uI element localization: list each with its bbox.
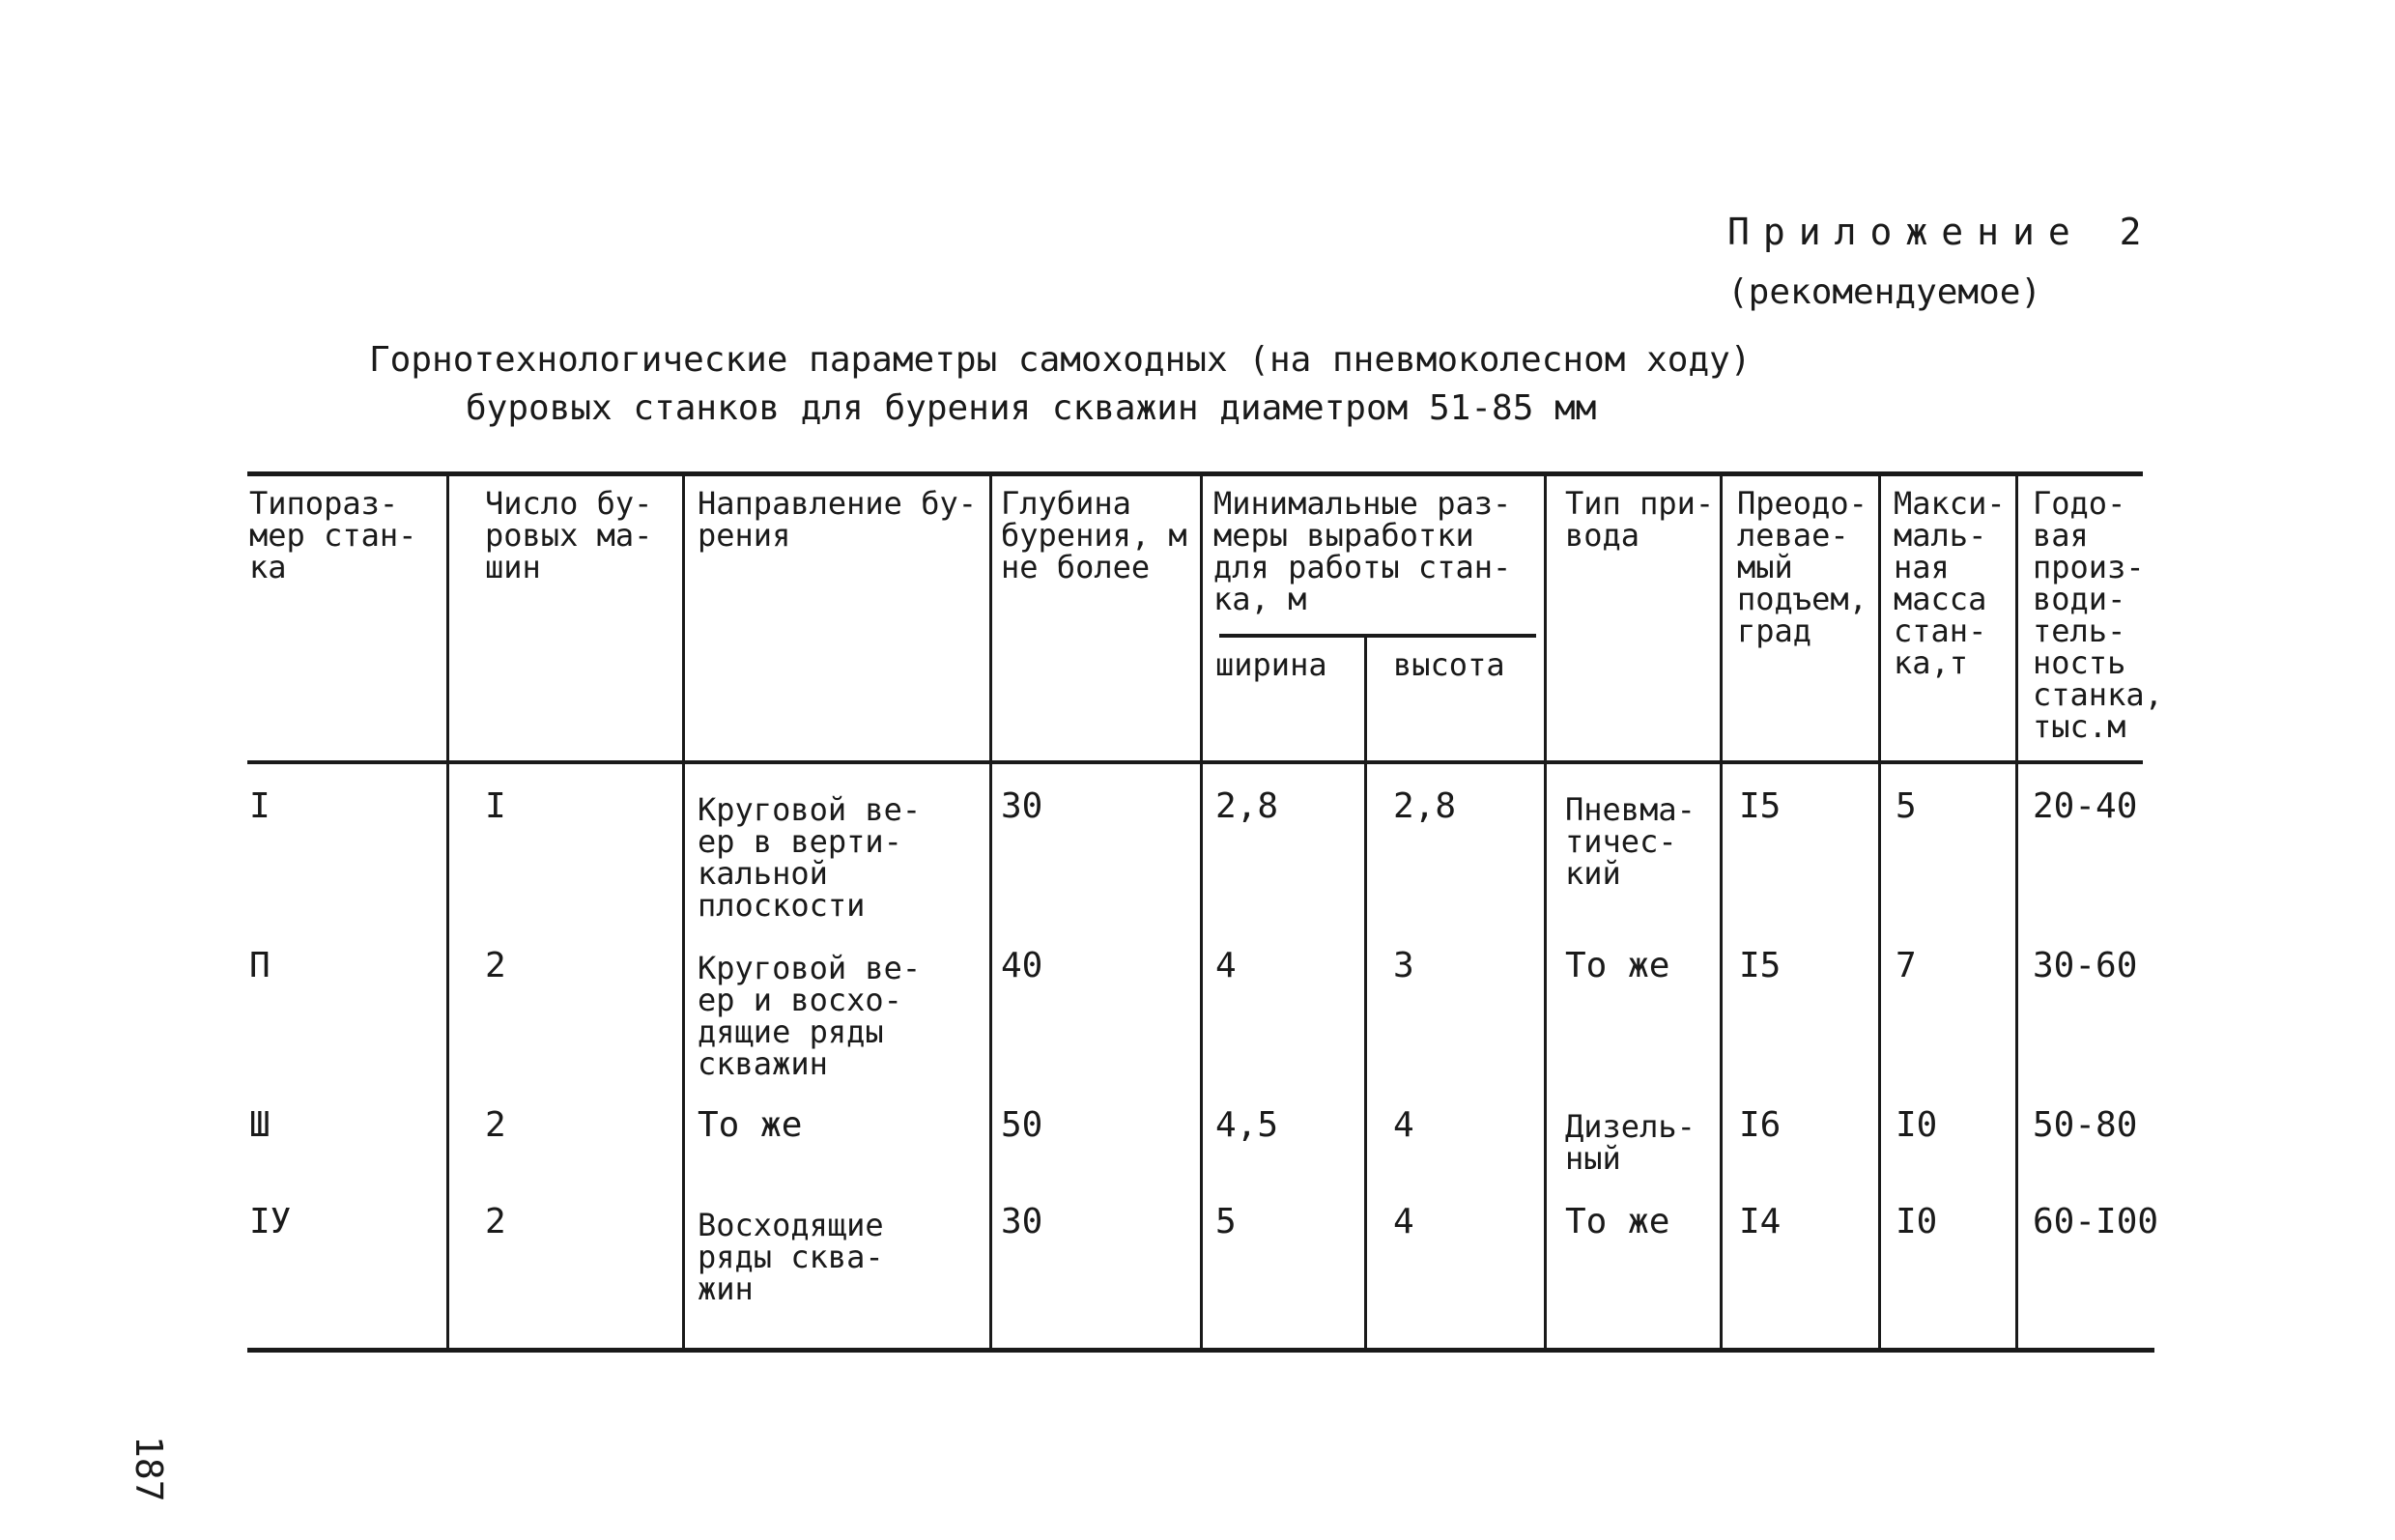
cell-slope: I4 <box>1739 1202 1782 1241</box>
cell-machines: 2 <box>485 1202 506 1241</box>
cell-machines: I <box>485 786 506 826</box>
cell-width: 5 <box>1215 1202 1237 1241</box>
header-direction: Направление бу- рения <box>698 485 977 554</box>
cell-mass: 7 <box>1896 946 1917 985</box>
cell-size: П <box>249 946 271 985</box>
col-divider-1 <box>446 476 449 1348</box>
cell-productivity: 30-60 <box>2033 946 2138 985</box>
cell-drive: Пневма- тичес- кий <box>1565 791 1696 892</box>
header-size: Типораз- мер стан- ка <box>249 485 417 585</box>
cell-machines: 2 <box>485 946 506 985</box>
table-title-line-2: буровых станков для бурения скважин диаметром 51-85 мм <box>466 388 1597 428</box>
col-divider-3 <box>989 476 992 1348</box>
header-mass: Макси- маль- ная масса стан- ка,т <box>1894 485 2006 681</box>
cell-mass: 5 <box>1896 786 1917 826</box>
cell-depth: 30 <box>1001 786 1043 826</box>
col-divider-5 <box>1364 638 1367 1348</box>
cell-width: 4 <box>1215 946 1237 985</box>
cell-depth: 40 <box>1001 946 1043 985</box>
cell-size: Ш <box>249 1105 271 1145</box>
cell-width: 4,5 <box>1215 1105 1279 1145</box>
col-divider-4 <box>1200 476 1203 1348</box>
cell-productivity: 60-I00 <box>2033 1202 2159 1241</box>
cell-direction: Восходящие ряды сква- жин <box>698 1207 884 1307</box>
header-slope: Преодо- левае- мый подъем, град <box>1737 485 1868 649</box>
cell-height: 4 <box>1393 1105 1414 1145</box>
table-bottom-rule <box>247 1348 2154 1353</box>
col-divider-8 <box>1878 476 1881 1348</box>
recommended-label: (рекомендуемое) <box>1727 272 2042 312</box>
page-number: 187 <box>128 1436 170 1502</box>
cell-machines: 2 <box>485 1105 506 1145</box>
cell-productivity: 50-80 <box>2033 1105 2138 1145</box>
cell-direction: Круговой ве- ер в верти- кальной плоскости <box>698 791 922 924</box>
cell-height: 2,8 <box>1393 786 1457 826</box>
header-productivity: Годо- вая произ- води- тель- ность станка, тыс.м <box>2033 485 2163 745</box>
cell-drive: То же <box>1565 946 1670 985</box>
header-min-dims: Минимальные раз- меры выработки для работы стан- ка, м <box>1213 485 1512 617</box>
col-divider-6 <box>1544 476 1547 1348</box>
cell-direction: То же <box>698 1105 803 1145</box>
cell-mass: I0 <box>1896 1202 1938 1241</box>
header-machines: Число бу- ровых ма- шин <box>485 485 653 585</box>
cell-width: 2,8 <box>1215 786 1279 826</box>
table-subheader-rule <box>1219 634 1536 638</box>
table-top-rule <box>247 471 2143 476</box>
table-title-line-1: Горнотехнологические параметры самоходных (на пневмоколесном ходу) <box>369 340 1752 380</box>
cell-size: IУ <box>249 1202 292 1241</box>
cell-direction: Круговой ве- ер и восхо- дящие ряды скважин <box>698 950 922 1082</box>
header-depth: Глубина бурения, м не более <box>1001 485 1187 585</box>
cell-mass: I0 <box>1896 1105 1938 1145</box>
cell-slope: I6 <box>1739 1105 1782 1145</box>
appendix-label: Приложение 2 <box>1727 211 2155 253</box>
cell-height: 3 <box>1393 946 1414 985</box>
header-height: высота <box>1393 646 1505 683</box>
col-divider-7 <box>1720 476 1723 1348</box>
cell-drive: Дизель- ный <box>1565 1108 1696 1177</box>
cell-drive: То же <box>1565 1202 1670 1241</box>
cell-depth: 30 <box>1001 1202 1043 1241</box>
cell-productivity: 20-40 <box>2033 786 2138 826</box>
cell-depth: 50 <box>1001 1105 1043 1145</box>
table-header-bottom-rule <box>247 760 2143 764</box>
header-width: ширина <box>1215 646 1327 683</box>
col-divider-9 <box>2015 476 2018 1348</box>
cell-height: 4 <box>1393 1202 1414 1241</box>
cell-slope: I5 <box>1739 786 1782 826</box>
col-divider-2 <box>682 476 685 1348</box>
header-drive: Тип при- вода <box>1565 485 1715 554</box>
cell-size: I <box>249 786 271 826</box>
cell-slope: I5 <box>1739 946 1782 985</box>
